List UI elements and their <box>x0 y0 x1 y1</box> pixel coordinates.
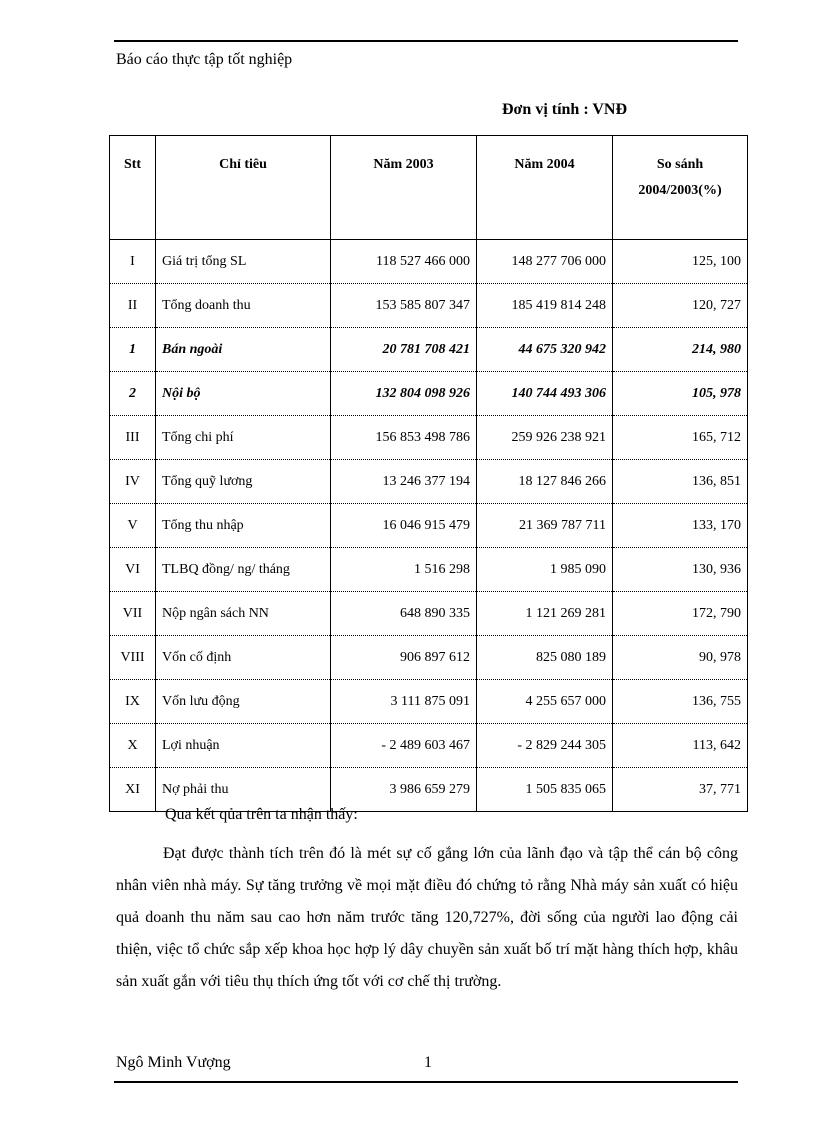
table-row <box>110 548 748 592</box>
row-value-2003: 153 585 807 347 <box>331 284 477 328</box>
row-value-2004: 4 255 657 000 <box>477 680 613 724</box>
row-value-2004: 44 675 320 942 <box>477 328 613 372</box>
row-value-2004: 259 926 238 921 <box>477 416 613 460</box>
row-value-2003: 3 986 659 279 <box>331 768 477 812</box>
row-stt: XI <box>110 768 156 812</box>
table-row <box>110 240 748 284</box>
row-indicator: Nộp ngân sách NN <box>156 592 331 636</box>
row-value-2003: 132 804 098 926 <box>331 372 477 416</box>
header-stt: Stt <box>110 136 156 240</box>
row-ratio: 133, 170 <box>613 504 748 548</box>
row-indicator: Bán ngoài <box>156 328 331 372</box>
table-row <box>110 504 748 548</box>
row-value-2004: 148 277 706 000 <box>477 240 613 284</box>
row-ratio: 37, 771 <box>613 768 748 812</box>
row-ratio: 90, 978 <box>613 636 748 680</box>
row-value-2003: 118 527 466 000 <box>331 240 477 284</box>
row-stt: V <box>110 504 156 548</box>
row-stt: VII <box>110 592 156 636</box>
row-stt: VI <box>110 548 156 592</box>
row-value-2004: 1 121 269 281 <box>477 592 613 636</box>
row-stt: X <box>110 724 156 768</box>
row-ratio: 136, 755 <box>613 680 748 724</box>
row-indicator: Vốn cố định <box>156 636 331 680</box>
row-value-2003: 156 853 498 786 <box>331 416 477 460</box>
row-indicator: Nội bộ <box>156 372 331 416</box>
table-row <box>110 768 748 812</box>
table-row <box>110 680 748 724</box>
row-indicator: Tổng chi phí <box>156 416 331 460</box>
page-header-title: Báo cáo thực tập tốt nghiệp <box>116 51 293 68</box>
table-row <box>110 460 748 504</box>
row-ratio: 120, 727 <box>613 284 748 328</box>
row-value-2004: - 2 829 244 305 <box>477 724 613 768</box>
row-value-2003: 1 516 298 <box>331 548 477 592</box>
body-paragraph: Đạt được thành tích trên đó là mét sự cố gắng lớn của lãnh đạo và tập thể cán bộ công nhân viên nhà máy. Sự tăng trưởng về mọi mặt điều đó chứng tỏ rằng Nhà máy sản xuất có hiệu quả doanh thu năm sau cao hơn năm trước tăng 120,727%, đời sống của người lao động cải thiện, việc tổ chức sắp xếp khoa học hợp lý dây chuyền sản xuất bố trí mặt hàng thích hợp, khâu sản xuất gắn với tiêu thụ thích ứng tốt với cơ chế thị trường. <box>116 845 738 990</box>
footer-author: Ngô Minh Vượng <box>116 1054 231 1071</box>
row-stt: 1 <box>110 328 156 372</box>
row-value-2003: 648 890 335 <box>331 592 477 636</box>
row-indicator: Lợi nhuận <box>156 724 331 768</box>
table-row <box>110 592 748 636</box>
row-ratio: 105, 978 <box>613 372 748 416</box>
row-indicator: Nợ phải thu <box>156 768 331 812</box>
header-year-2003: Năm 2003 <box>331 136 477 240</box>
header-year-2004: Năm 2004 <box>477 136 613 240</box>
row-stt: I <box>110 240 156 284</box>
row-ratio: 165, 712 <box>613 416 748 460</box>
row-ratio: 172, 790 <box>613 592 748 636</box>
row-value-2003: 20 781 708 421 <box>331 328 477 372</box>
row-value-2003: 906 897 612 <box>331 636 477 680</box>
row-stt: 2 <box>110 372 156 416</box>
row-indicator: TLBQ đồng/ ng/ tháng <box>156 548 331 592</box>
row-ratio: 136, 851 <box>613 460 748 504</box>
table-row <box>110 284 748 328</box>
row-value-2003: 13 246 377 194 <box>331 460 477 504</box>
row-value-2003: - 2 489 603 467 <box>331 724 477 768</box>
lead-sentence: Qua kết qủa trên ta nhận thấy: <box>165 806 358 823</box>
row-stt: IX <box>110 680 156 724</box>
row-value-2004: 1 505 835 065 <box>477 768 613 812</box>
header-indicator: Chỉ tiêu <box>156 136 331 240</box>
row-ratio: 125, 100 <box>613 240 748 284</box>
header-compare-line1: So sánh <box>656 157 704 172</box>
row-indicator: Vốn lưu động <box>156 680 331 724</box>
row-indicator: Tổng quỹ lương <box>156 460 331 504</box>
row-value-2004: 140 744 493 306 <box>477 372 613 416</box>
header-rule <box>114 40 738 42</box>
row-indicator: Giá trị tổng SL <box>156 240 331 284</box>
table-row <box>110 724 748 768</box>
table-row-sub <box>110 372 748 416</box>
table-row <box>110 416 748 460</box>
row-value-2004: 1 985 090 <box>477 548 613 592</box>
row-indicator: Tổng doanh thu <box>156 284 331 328</box>
table-header-row <box>110 136 748 240</box>
financial-table <box>109 135 748 812</box>
row-value-2004: 185 419 814 248 <box>477 284 613 328</box>
row-stt: II <box>110 284 156 328</box>
footer-rule <box>114 1081 738 1083</box>
row-value-2004: 825 080 189 <box>477 636 613 680</box>
row-ratio: 214, 980 <box>613 328 748 372</box>
row-stt: III <box>110 416 156 460</box>
row-value-2004: 18 127 846 266 <box>477 460 613 504</box>
row-ratio: 130, 936 <box>613 548 748 592</box>
table-row-sub <box>110 328 748 372</box>
unit-label: Đơn vị tính : VNĐ <box>502 101 628 118</box>
page-number: 1 <box>424 1054 432 1071</box>
row-stt: VIII <box>110 636 156 680</box>
row-value-2003: 16 046 915 479 <box>331 504 477 548</box>
row-indicator: Tổng thu nhập <box>156 504 331 548</box>
header-compare-line2: 2004/2003(%) <box>638 183 722 198</box>
header-compare <box>613 136 748 240</box>
row-stt: IV <box>110 460 156 504</box>
table-row <box>110 636 748 680</box>
row-ratio: 113, 642 <box>613 724 748 768</box>
row-value-2004: 21 369 787 711 <box>477 504 613 548</box>
row-value-2003: 3 111 875 091 <box>331 680 477 724</box>
